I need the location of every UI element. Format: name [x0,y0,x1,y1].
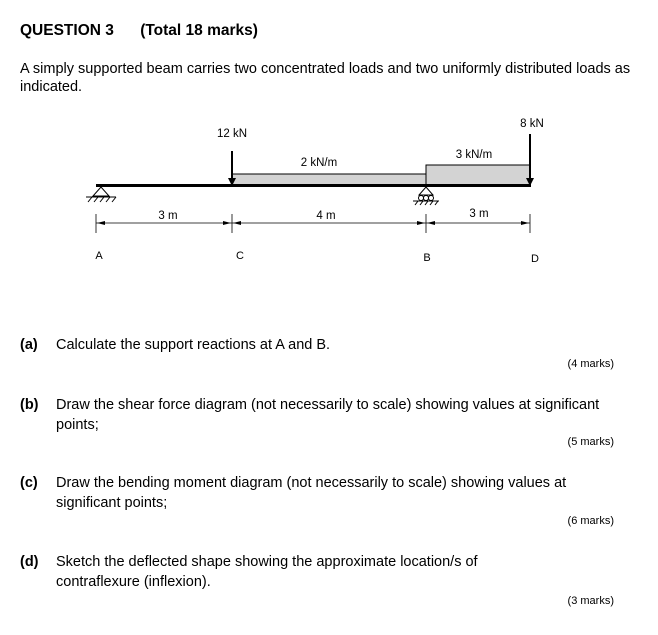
support-b-icon [413,187,439,205]
udl-cb-label: 2 kN/m [300,157,338,169]
part-c-text: Draw the bending moment diagram (not necessarily to scale) showing values at significant points; [56,475,567,511]
point-load-d-label: 8 kN [520,118,544,130]
question-intro: A simply supported beam carries two concentrated loads and two uniformly distributed loads as indicated. [20,61,631,95]
question-heading [20,22,258,40]
part-d-label: (d) [20,554,39,570]
part-c [20,473,640,513]
part-a [20,335,640,355]
part-d [20,552,640,592]
support-a-icon [86,187,116,202]
question-total-marks: (Total 18 marks) [140,22,258,39]
part-d-text: Sketch the deflected shape showing the approximate location/s of contraflexure (inflexion). [56,554,478,590]
part-a-marks: (4 marks) [567,358,614,370]
dim-ac-label: 3 m [158,210,178,222]
question-number: QUESTION 3 [20,22,114,39]
part-b [20,395,640,435]
point-d-label: D [531,253,539,265]
udl-bd-label: 3 kN/m [455,149,493,161]
point-b-label: B [423,252,431,264]
point-a-label: A [95,250,103,262]
udl-cb-block [232,174,426,185]
part-b-label: (b) [20,397,39,413]
part-c-marks: (6 marks) [567,515,614,527]
part-b-text: Draw the shear force diagram (not necessarily to scale) showing values at significant points; [56,397,600,433]
dim-bd-label: 3 m [469,208,489,220]
part-c-label: (c) [20,475,38,491]
point-load-c-label: 12 kN [216,128,248,140]
dim-cb-label: 4 m [316,210,336,222]
part-a-label: (a) [20,337,38,353]
point-c-label: C [236,250,244,262]
part-b-marks: (5 marks) [567,436,614,448]
part-d-marks: (3 marks) [567,595,614,607]
udl-bd-block [426,165,530,185]
beam-diagram [0,110,658,270]
part-a-text: Calculate the support reactions at A and B. [56,337,331,353]
